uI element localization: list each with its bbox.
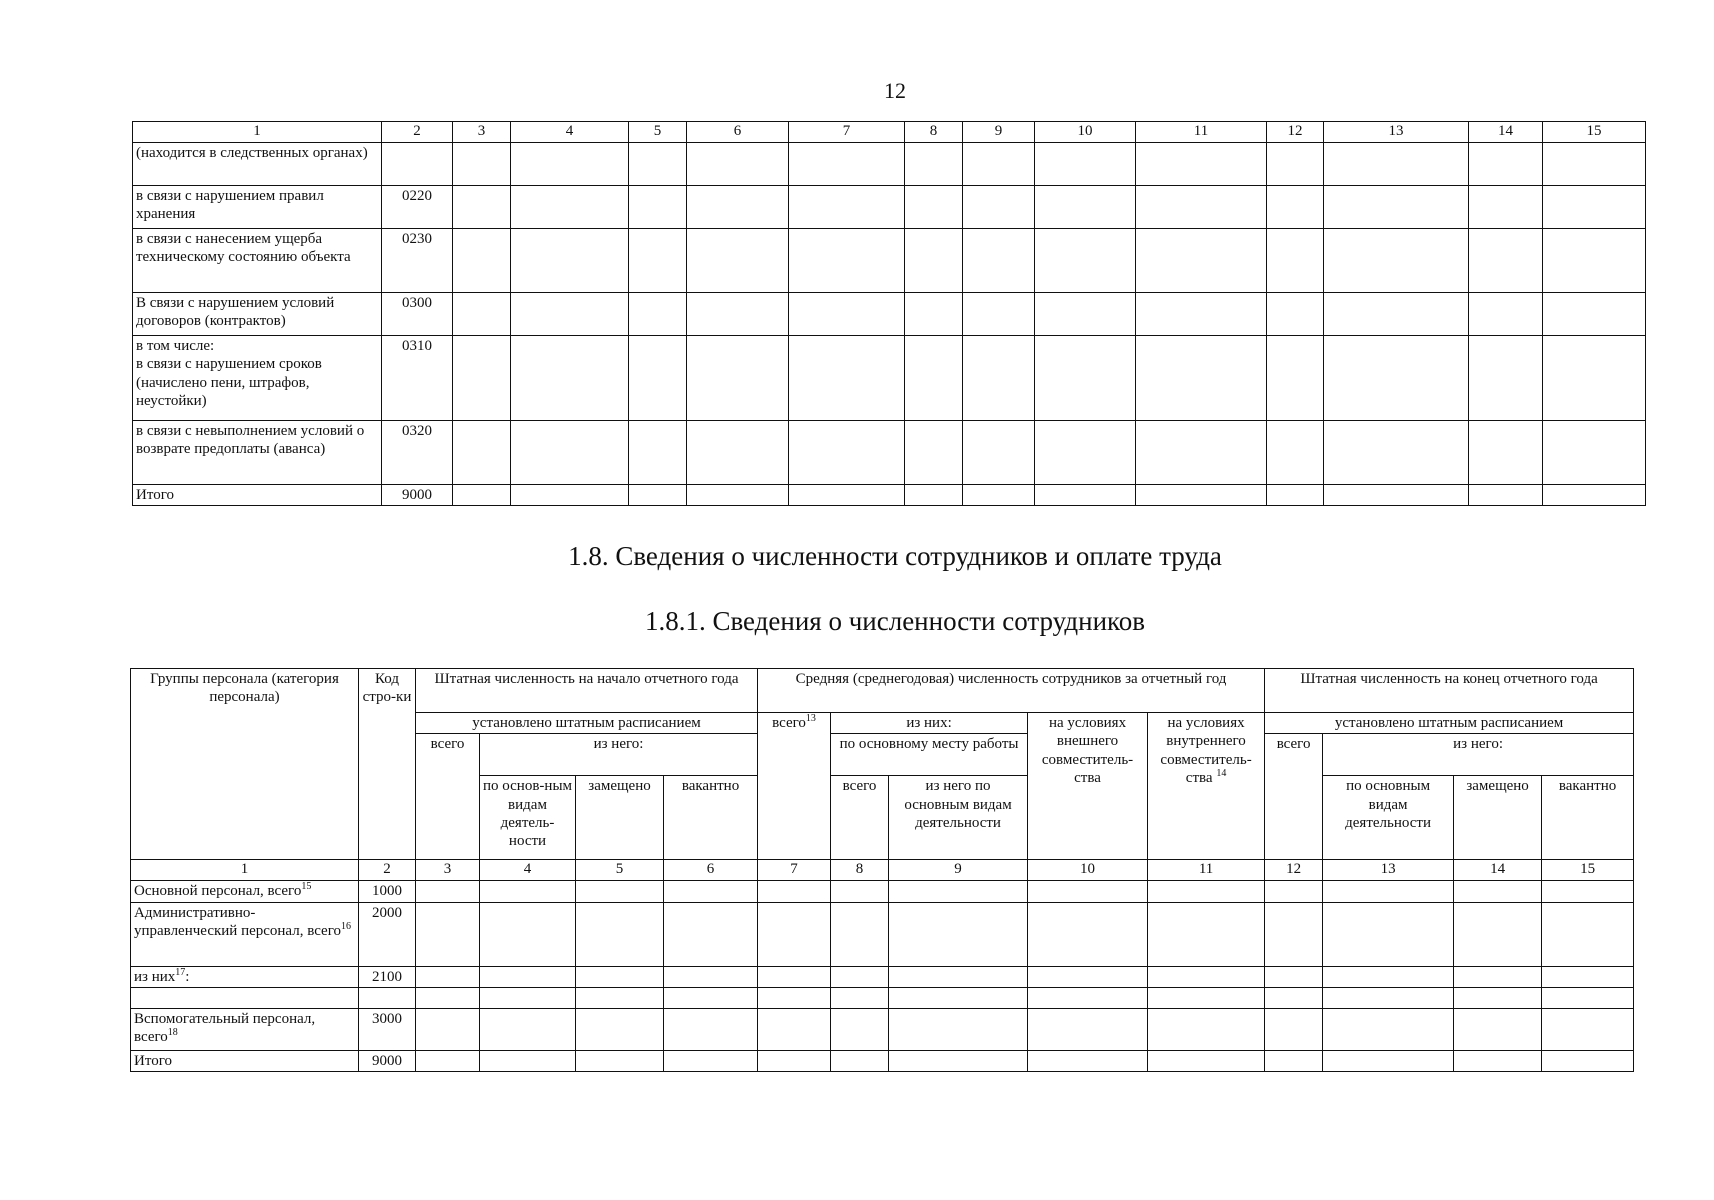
table-cell [1028,1008,1148,1050]
table-cell [1542,881,1634,902]
staff-numbers-table [130,668,1634,1072]
table-cell [1542,902,1634,966]
column-number-row [131,860,1634,881]
table-cell [831,966,889,987]
table-cell [1542,987,1634,1008]
table-cell [963,421,1035,485]
table-cell [1035,143,1136,186]
table-cell [1267,186,1324,229]
table-cell [1136,485,1267,506]
header-main-place: по основному месту работы [831,734,1028,776]
table-cell [889,1050,1028,1071]
column-number-row [133,122,1646,143]
header-of-which-end: из него: [1323,734,1634,776]
table-cell [511,336,629,421]
table-row [133,293,1646,336]
header-main-activity: по основ-ным видам деятель-ности [480,776,576,860]
table-cell [1543,293,1646,336]
table-cell [831,902,889,966]
table-cell [1136,293,1267,336]
table-cell [416,902,480,966]
table-cell [480,1008,576,1050]
table-cell [963,143,1035,186]
table-cell [1028,902,1148,966]
table-cell [758,881,831,902]
table-cell [1148,902,1265,966]
table-cell [576,1050,664,1071]
col-num: 12 [1265,860,1323,881]
table-cell [831,987,889,1008]
table-cell [1148,987,1265,1008]
table-cell [758,966,831,987]
table-cell [480,881,576,902]
subsection-title: 1.8.1. Сведения о численности сотрудников [644,606,1146,636]
table-cell [1542,1008,1634,1050]
table-cell [889,902,1028,966]
table-cell [1469,421,1543,485]
table-cell [511,485,629,506]
col-num: 13 [1323,860,1454,881]
table-cell [963,336,1035,421]
table-cell [1543,485,1646,506]
table-cell [687,336,789,421]
col-num: 6 [664,860,758,881]
table-cell [789,336,905,421]
col-num: 3 [416,860,480,881]
liabilities-table [132,121,1646,506]
table-row [131,966,1634,987]
table-cell [889,966,1028,987]
table-cell [1265,987,1323,1008]
table-cell [905,229,963,293]
table-cell [1035,229,1136,293]
row-label: в связи с нарушением правил хранения [133,186,382,229]
col-num: 7 [789,122,905,143]
row-label: из них$^{17}$: [131,966,359,987]
row-label [131,987,359,1008]
table-cell [758,902,831,966]
table-cell [789,293,905,336]
table-cell [664,1008,758,1050]
table-cell [480,987,576,1008]
table-cell [1469,143,1543,186]
header-of-which: из него: [480,734,758,776]
table-cell [758,987,831,1008]
table-cell [1543,186,1646,229]
table-cell [1543,421,1646,485]
row-label: в связи с невыполнением условий о возврате предоплаты (аванса) [133,421,382,485]
col-num: 4 [511,122,629,143]
row-label: Итого [133,485,382,506]
table-cell [453,336,511,421]
table-cell [1136,421,1267,485]
table-cell [629,421,687,485]
table-cell [480,902,576,966]
row-code [382,143,453,186]
col-num: 8 [905,122,963,143]
col-num: 10 [1028,860,1148,881]
table-cell [416,1050,480,1071]
header-total-main: всего [831,776,889,860]
row-code: 2000 [359,902,416,966]
col-num: 6 [687,122,789,143]
table-cell [1542,1050,1634,1071]
table-cell [687,421,789,485]
col-num: 14 [1469,122,1543,143]
table-cell [664,966,758,987]
table-cell [1324,293,1469,336]
table-cell [905,143,963,186]
table-cell [1454,1050,1542,1071]
table-cell [1323,1008,1454,1050]
header-internal: на условиях внутреннего совместитель-ства $^{14}$ [1148,713,1265,860]
table-cell [963,186,1035,229]
table-cell [687,143,789,186]
table-row [133,229,1646,293]
row-label: Основной персонал, всего$^{15}$ [131,881,359,902]
table-cell [1035,421,1136,485]
page-number: 12 [884,78,906,103]
table-cell [758,1008,831,1050]
table-cell [1028,966,1148,987]
col-num: 9 [889,860,1028,881]
header-end-of-year: Штатная численность на конец отчетного года [1265,669,1634,713]
table-cell [758,1050,831,1071]
table-cell [905,421,963,485]
row-code: 3000 [359,1008,416,1050]
table-cell [1035,336,1136,421]
header-of-which-main: из него по основным видам деятельности [889,776,1028,860]
table-cell [1265,1050,1323,1071]
table-cell [1267,293,1324,336]
table-cell [1148,1008,1265,1050]
table-cell [1323,902,1454,966]
table-row [131,987,1634,1008]
table-cell [1148,881,1265,902]
table-cell [1469,229,1543,293]
table-cell [1542,966,1634,987]
header-vacant: вакантно [664,776,758,860]
col-num: 11 [1148,860,1265,881]
table-cell [1136,229,1267,293]
table-cell [1028,881,1148,902]
col-num: 4 [480,860,576,881]
header-average: Средняя (среднегодовая) численность сотрудников за отчетный год [758,669,1265,713]
table-cell [1028,987,1148,1008]
table-row [133,186,1646,229]
table-cell [1323,1050,1454,1071]
table-cell [664,902,758,966]
table-cell [1454,987,1542,1008]
header-external: на условиях внешнего совместитель-ства [1028,713,1148,860]
table-cell [1324,229,1469,293]
table-cell [889,881,1028,902]
table-cell [1136,143,1267,186]
table-cell [576,987,664,1008]
col-num: 2 [382,122,453,143]
col-num: 5 [629,122,687,143]
table-cell [1324,485,1469,506]
total-row [131,1050,1634,1071]
table-cell [1035,186,1136,229]
col-num: 13 [1324,122,1469,143]
table-cell [664,1050,758,1071]
table-cell [1267,143,1324,186]
table-cell [453,143,511,186]
table-cell [1324,336,1469,421]
table-cell [629,293,687,336]
col-num: 14 [1454,860,1542,881]
table-cell [1323,966,1454,987]
table-cell [1323,987,1454,1008]
table-cell [1454,1008,1542,1050]
total-row [133,485,1646,506]
table-cell [453,293,511,336]
table-cell [511,229,629,293]
table-cell [1469,186,1543,229]
table-cell [687,229,789,293]
col-num: 10 [1035,122,1136,143]
col-num: 15 [1543,122,1646,143]
table-cell [831,1050,889,1071]
header-total: всего [416,734,480,860]
table-cell [511,186,629,229]
col-num: 3 [453,122,511,143]
table-cell [1267,229,1324,293]
table-cell [1267,421,1324,485]
table-cell [453,421,511,485]
row-label: в том числе: в связи с нарушением сроков (начислено пени, штрафов, неустойки) [133,336,382,421]
col-num: 1 [133,122,382,143]
table-row [131,881,1634,902]
table-cell [629,229,687,293]
col-num: 1 [131,860,359,881]
table-cell [889,987,1028,1008]
table-cell [1148,966,1265,987]
header-start-of-year: Штатная численность на начало отчетного года [416,669,758,713]
table-cell [1543,336,1646,421]
table-cell [1454,966,1542,987]
row-code: 0230 [382,229,453,293]
table-cell [1265,902,1323,966]
row-label: (находится в следственных органах) [133,143,382,186]
table-cell [1324,186,1469,229]
table-cell [453,485,511,506]
header-main-activity-end: по основным видам деятельности [1323,776,1454,860]
col-num: 15 [1542,860,1634,881]
section-title: 1.8. Сведения о численности сотрудников и оплате труда [568,541,1222,571]
table-cell [889,1008,1028,1050]
table-cell [687,485,789,506]
header-group: Группы персонала (категория персонала) [131,669,359,860]
table-cell [789,421,905,485]
table-cell [1148,1050,1265,1071]
table-cell [1267,485,1324,506]
row-code: 9000 [382,485,453,506]
col-num: 9 [963,122,1035,143]
table-cell [480,1050,576,1071]
col-num: 11 [1136,122,1267,143]
table-row [131,1008,1634,1050]
table-cell [629,485,687,506]
table-cell [789,143,905,186]
table-cell [963,293,1035,336]
row-code: 0220 [382,186,453,229]
row-code: 2100 [359,966,416,987]
table-cell [416,966,480,987]
table-cell [416,987,480,1008]
table-cell [576,1008,664,1050]
table-cell [511,293,629,336]
table-cell [831,881,889,902]
row-code: 0300 [382,293,453,336]
row-label: Административно-управленческий персонал, всего$^{16}$ [131,902,359,966]
table-cell [1136,186,1267,229]
table-cell [831,1008,889,1050]
row-code: 1000 [359,881,416,902]
header-filled-end: замещено [1454,776,1542,860]
table-cell [1543,229,1646,293]
table-cell [1469,336,1543,421]
row-label: Вспомогательный персонал, всего$^{18}$ [131,1008,359,1050]
header-total-end: всего [1265,734,1323,860]
table-cell [905,336,963,421]
table-row [131,902,1634,966]
table-cell [576,902,664,966]
table-cell [1454,902,1542,966]
table-cell [789,186,905,229]
table-row [133,336,1646,421]
col-num: 5 [576,860,664,881]
table-cell [629,336,687,421]
col-num: 8 [831,860,889,881]
table-cell [905,485,963,506]
header-established-end: установлено штатным расписанием [1265,713,1634,734]
table-cell [1028,1050,1148,1071]
col-num: 7 [758,860,831,881]
table-cell [1265,881,1323,902]
table-cell [1267,336,1324,421]
table-cell [687,186,789,229]
table-cell [1323,881,1454,902]
table-cell [789,229,905,293]
table-cell [576,881,664,902]
row-code: 0320 [382,421,453,485]
table-cell [416,1008,480,1050]
row-label: в связи с нанесением ущерба техническому состоянию объекта [133,229,382,293]
table-cell [480,966,576,987]
row-code [359,987,416,1008]
table-cell [664,881,758,902]
table-cell [1136,336,1267,421]
col-num: 2 [359,860,416,881]
table-cell [1265,1008,1323,1050]
header-of-them: из них: [831,713,1028,734]
table-cell [1324,421,1469,485]
table-row [133,421,1646,485]
table-cell [629,143,687,186]
header-code: Код стро-ки [359,669,416,860]
table-cell [1324,143,1469,186]
table-cell [905,293,963,336]
table-cell [963,229,1035,293]
table-cell [963,485,1035,506]
table-cell [1469,293,1543,336]
table-cell [1454,881,1542,902]
table-cell [789,485,905,506]
table-cell [664,987,758,1008]
row-label: Итого [131,1050,359,1071]
table-cell [905,186,963,229]
header-total-avg: всего$^{13}$ [758,713,831,860]
header-filled: замещено [576,776,664,860]
table-cell [453,186,511,229]
col-num: 12 [1267,122,1324,143]
table-cell [1543,143,1646,186]
table-cell [687,293,789,336]
table-cell [629,186,687,229]
table-cell [1035,293,1136,336]
table-cell [511,143,629,186]
table-cell [511,421,629,485]
table-cell [1265,966,1323,987]
table-cell [576,966,664,987]
table-cell [416,881,480,902]
table-cell [1035,485,1136,506]
row-code: 9000 [359,1050,416,1071]
header-vacant-end: вакантно [1542,776,1634,860]
table-row [133,143,1646,186]
table-cell [1469,485,1543,506]
header-established: установлено штатным расписанием [416,713,758,734]
table-cell [453,229,511,293]
row-label: В связи с нарушением условий договоров (контрактов) [133,293,382,336]
row-code: 0310 [382,336,453,421]
